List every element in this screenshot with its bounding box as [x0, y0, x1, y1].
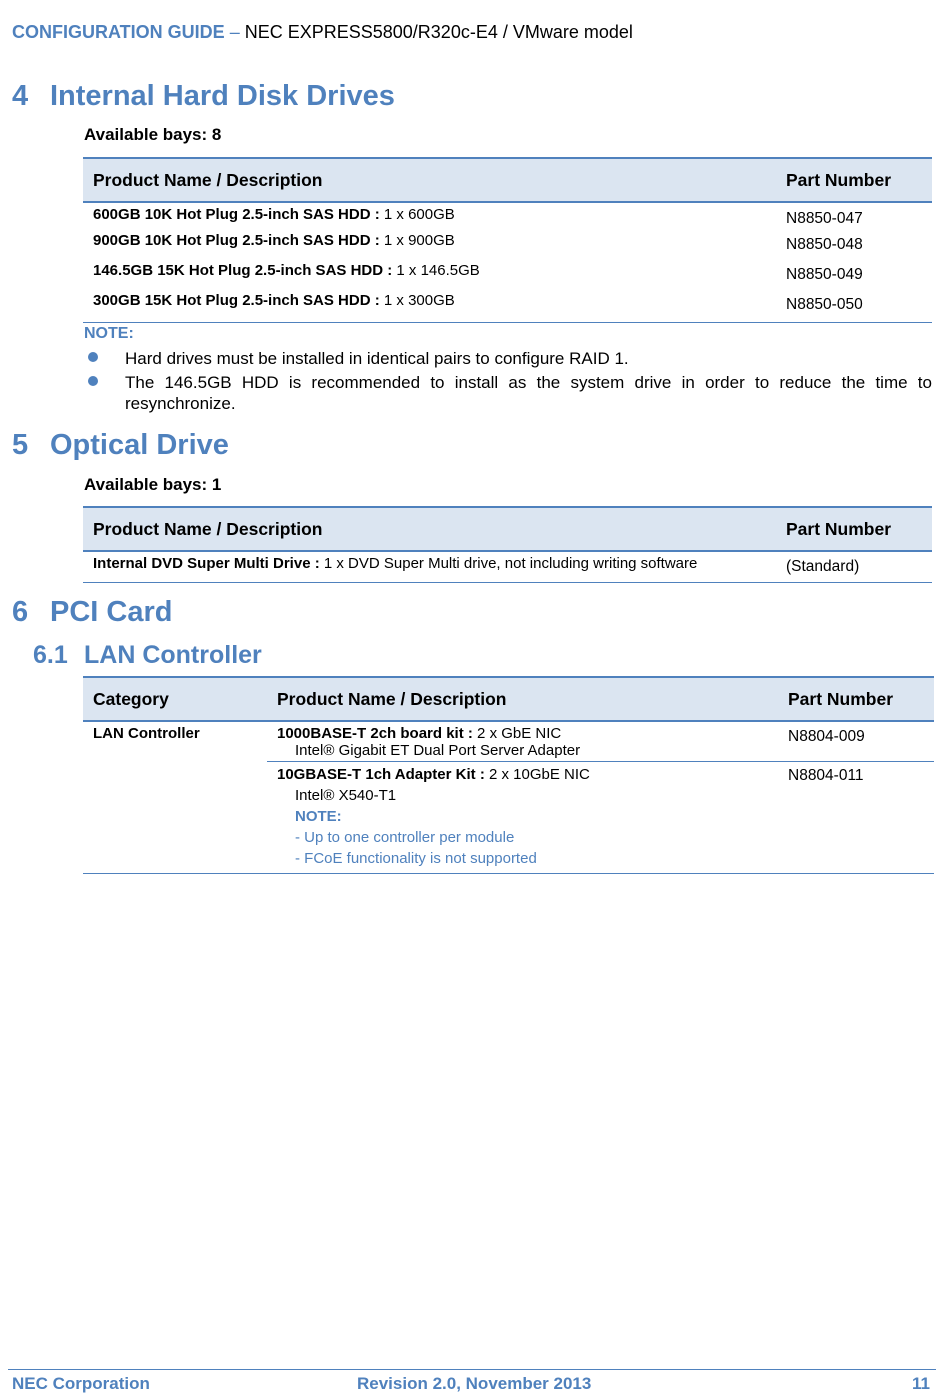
hdd-col-part: Part Number [776, 158, 932, 202]
section-5-heading [12, 429, 229, 462]
hdd-part-number: N8850-049 [786, 266, 863, 283]
section-6-1-heading [33, 641, 262, 670]
hdd-notes-list [84, 348, 932, 417]
footer-revision: Revision 2.0, November 2013 [357, 1374, 592, 1393]
section-5-bays: Available bays: 1 [84, 475, 222, 494]
section-4-bays: Available bays: 8 [84, 125, 222, 144]
optical-col-product: Product Name / Description [83, 507, 776, 551]
hdd-product-cell [83, 292, 776, 322]
table-row [83, 262, 932, 292]
footer-page-number: 11 [912, 1374, 930, 1393]
hdd-name: 600GB 10K Hot Plug 2.5-inch SAS HDD : [93, 206, 380, 223]
section-5-title: Optical Drive [50, 429, 229, 461]
hdd-table [83, 157, 932, 323]
hdd-name: 146.5GB 15K Hot Plug 2.5-inch SAS HDD : [93, 262, 393, 279]
lan-category-cell: LAN Controller [93, 725, 200, 742]
footer-company: NEC Corporation [12, 1374, 150, 1393]
table-row [83, 551, 932, 582]
hdd-note-text: Hard drives must be installed in identical pairs to configure RAID 1. [125, 349, 629, 368]
lan-product-cell [267, 721, 778, 762]
footer-divider [8, 1369, 936, 1370]
lan-note-label: NOTE: [295, 808, 342, 825]
optical-desc: 1 x DVD Super Multi drive, not including writing software [319, 555, 698, 572]
table-row [83, 202, 932, 232]
lan-part-number: N8804-009 [778, 721, 934, 762]
hdd-part-number: N8850-047 [786, 210, 863, 227]
lan-product-cell [267, 762, 778, 874]
hdd-name: 900GB 10K Hot Plug 2.5-inch SAS HDD : [93, 232, 380, 249]
optical-table [83, 506, 932, 583]
list-item [84, 348, 932, 369]
hdd-desc: 1 x 146.5GB [392, 262, 480, 279]
hdd-part-number: N8850-048 [786, 236, 863, 253]
lan-note-item: - FCoE functionality is not supported [295, 850, 537, 867]
header-dash: – [229, 22, 240, 42]
hdd-note-text: The 146.5GB HDD is recommended to install as the system drive in order to reduce the time to resynchronize. [125, 373, 932, 413]
section-6-1-title: LAN Controller [84, 641, 262, 669]
table-row [83, 292, 932, 322]
lan-part-number: N8804-011 [788, 767, 864, 784]
hdd-desc: 1 x 600GB [379, 206, 455, 223]
optical-name: Internal DVD Super Multi Drive : [93, 555, 320, 572]
lan-product-desc: 2 x GbE NIC [472, 725, 562, 742]
optical-part-number: (Standard) [786, 558, 860, 575]
bullet-icon [88, 376, 98, 386]
section-4-heading [12, 80, 395, 113]
hdd-product-cell [83, 202, 776, 232]
lan-col-product: Product Name / Description [267, 677, 778, 721]
section-4-number: 4 [12, 80, 29, 112]
hdd-part-number: N8850-050 [786, 296, 863, 313]
section-6-title: PCI Card [50, 596, 173, 628]
lan-product-detail: Intel® Gigabit ET Dual Port Server Adapter [295, 742, 581, 759]
hdd-desc: 1 x 300GB [379, 292, 455, 309]
page-header [12, 22, 633, 43]
optical-product-cell [83, 551, 776, 582]
section-5-number: 5 [12, 429, 29, 461]
hdd-desc: 1 x 900GB [379, 232, 455, 249]
hdd-name: 300GB 15K Hot Plug 2.5-inch SAS HDD : [93, 292, 380, 309]
lan-col-part: Part Number [778, 677, 934, 721]
lan-note-item: - Up to one controller per module [295, 829, 515, 846]
header-model: NEC EXPRESS5800/R320c-E4 / VMware model [244, 22, 633, 42]
lan-col-category: Category [83, 677, 267, 721]
lan-product-name: 10GBASE-T 1ch Adapter Kit : [277, 766, 485, 783]
section-4-title: Internal Hard Disk Drives [50, 80, 395, 112]
hdd-product-cell [83, 232, 776, 262]
lan-product-name: 1000BASE-T 2ch board kit : [277, 725, 473, 742]
section-6-heading [12, 596, 172, 629]
optical-col-part: Part Number [776, 507, 932, 551]
lan-product-detail: Intel® X540-T1 [295, 787, 397, 804]
header-title: CONFIGURATION GUIDE [12, 22, 225, 42]
hdd-note-label: NOTE: [84, 325, 134, 342]
table-row [83, 721, 934, 762]
hdd-col-product: Product Name / Description [83, 158, 776, 202]
section-6-number: 6 [12, 596, 29, 628]
lan-table [83, 676, 934, 874]
table-row [83, 232, 932, 262]
lan-product-desc: 2 x 10GbE NIC [484, 766, 590, 783]
bullet-icon [88, 352, 98, 362]
list-item [84, 372, 932, 414]
hdd-product-cell [83, 262, 776, 292]
section-6-1-number: 6.1 [33, 641, 68, 669]
